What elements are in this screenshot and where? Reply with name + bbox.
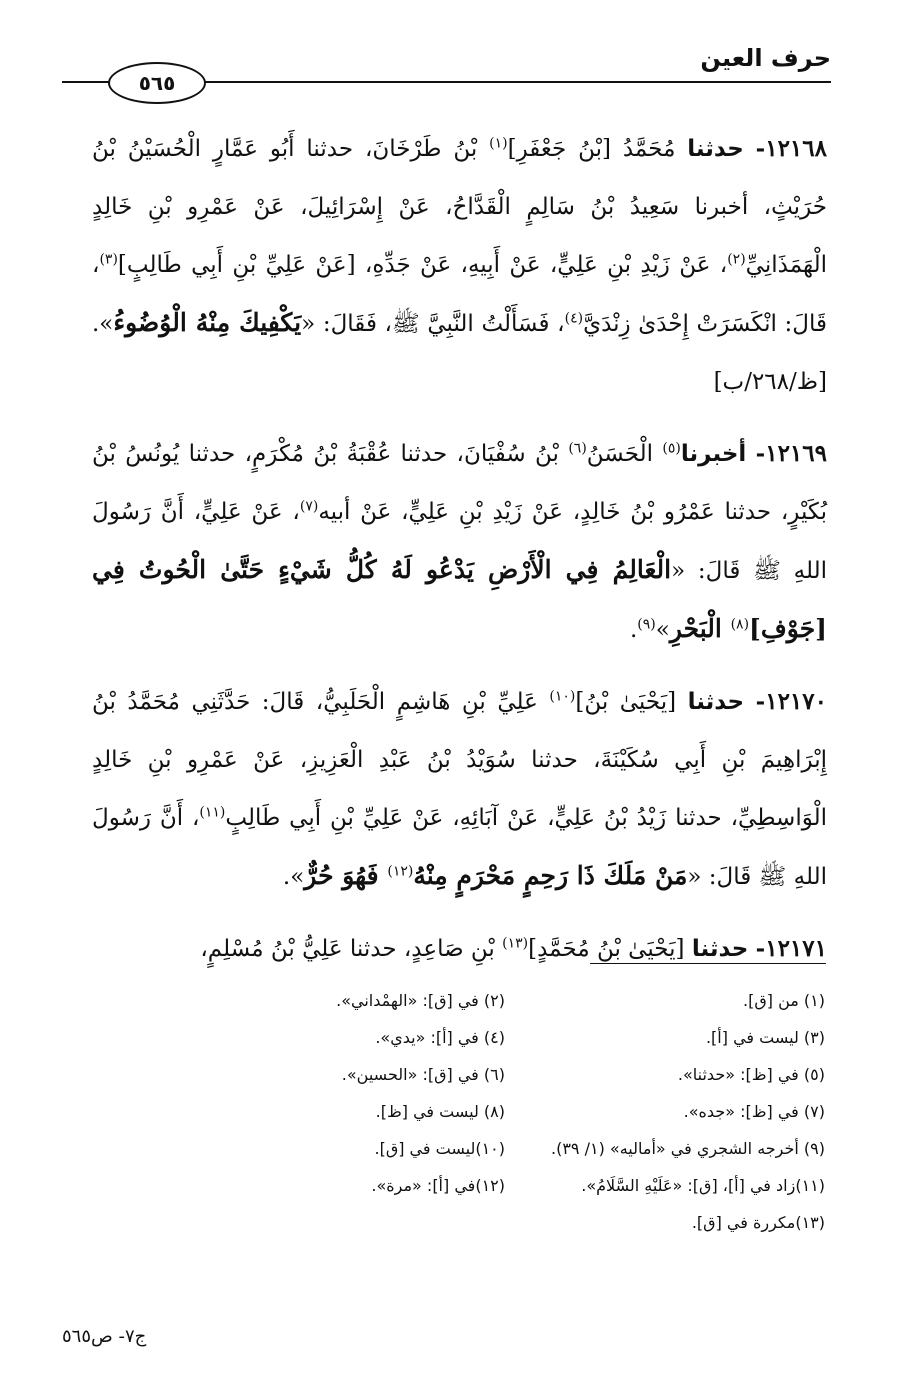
hadith-paragraph xyxy=(92,425,827,659)
narration-keyword: حدثنا xyxy=(687,136,744,162)
isnad-text: ». xyxy=(282,864,305,890)
footnote-row xyxy=(185,1204,825,1241)
isnad-text: بْنُ سُفْيَانَ، حدثنا عُقْبَةُ بْنُ مُكْرَمٍ، حدثنا يُونُسُ بْنُ بُكَيْرٍ، حدثنا عَمْرُو بْنُ خَالِدٍ، عَنْ زَيْدِ بْنِ عَلِيٍّ، عَنْ أبيه xyxy=(92,441,827,525)
isnad-text: ، فَسَأَلْتُ النَّبِيَّ ﷺ، فَقَالَ: « xyxy=(301,311,565,337)
footnote-separator xyxy=(590,963,826,964)
hadith-number: ١٢١٧١- xyxy=(755,935,827,962)
footnote-marker: (٩) xyxy=(637,616,656,633)
footnote-row xyxy=(185,1167,825,1204)
isnad-text: مُحَمَّدُ [بْنُ جَعْفَرِ] xyxy=(507,136,688,162)
narration-keyword: حدثنا xyxy=(687,689,745,715)
isnad-text: الْحَسَنُ xyxy=(586,441,663,467)
hadith-number: ١٢١٧٠- xyxy=(755,688,827,715)
isnad-text: عَلِيِّ بْنِ هَاشِمٍ الْحَلَبِيُّ، قَالَ: حَدَّثَنِي مُحَمَّدُ بْنُ إِبْرَاهِيمَ بْنِ أَبِي سُكَيْنَةَ، حدثنا سُوَيْدُ بْنُ عَبْدِ الْعَزِيزِ، عَنْ عَمْرِو بْنِ خَالِدٍ الْوَاسِطِيِّ، حدثنا زَيْدُ بْنُ عَلِيٍّ، عَنْ آبَائِهِ، عَنْ عَلِيِّ بْنِ أَبِي طَالِبٍ xyxy=(92,689,827,831)
page-number-badge xyxy=(108,62,206,104)
hadith-paragraph xyxy=(92,673,827,906)
prophetic-text: مَنْ مَلَكَ ذَا رَحِمٍ مَحْرَمٍ مِنْهُ xyxy=(413,861,688,890)
footnote-row xyxy=(185,1093,825,1130)
isnad-text: ، عَنْ عَلِيٍّ، أَنَّ رَسُولَ اللهِ ﷺ قَالَ: « xyxy=(92,499,827,584)
footnote-row xyxy=(185,1056,825,1093)
footnote: (٧) في [ظ]: «جده». xyxy=(683,1102,825,1121)
isnad-text: ، عَنْ زَيْدِ بْنِ عَلِيٍّ، عَنْ أَبِيهِ، عَنْ جَدِّهِ، [عَنْ عَلِيِّ بْنِ أَبِي طَالِبٍ] xyxy=(117,252,728,278)
page-reference: ج٧- ص٥٦٥ xyxy=(62,1326,147,1347)
isnad-text: بْنِ صَاعِدٍ، حدثنا عَلِيُّ بْنُ مُسْلِمٍ، xyxy=(200,936,503,962)
footnote-marker: (٦) xyxy=(568,440,587,457)
hadith-paragraph xyxy=(92,920,827,978)
footnote-row xyxy=(185,1130,825,1167)
narration-keyword: حدثنا xyxy=(691,936,749,962)
isnad-text: ، قَالَ: انْكَسَرَتْ إِحْدَىٰ زِنْدَيَّ xyxy=(92,252,827,337)
hadith-number: ١٢١٦٨- xyxy=(755,135,827,162)
footnote: (١٠)ليست في [ق]. xyxy=(374,1139,505,1158)
footnote: (٢) في [ق]: «الهمْداني». xyxy=(336,991,505,1010)
footnote-marker: (١١) xyxy=(199,804,226,821)
footnote: (٥) في [ظ]: «حدثنا». xyxy=(677,1065,825,1084)
prophetic-text: الْبَحْرِ xyxy=(669,614,731,643)
footnote-marker: (٨) xyxy=(730,616,750,633)
prophetic-text: الْعَالِمُ فِي الْأَرْضِ يَدْعُو لَهُ كُلُّ شَيْءٍ حَتَّىٰ الْحُوتُ فِي [جَوْفِ] xyxy=(92,555,827,643)
footnote-marker: (١٠) xyxy=(549,688,576,705)
isnad-text: ، أَنَّ رَسُولَ اللهِ ﷺ قَالَ: « xyxy=(92,805,827,890)
narration-keyword: أخبرنا xyxy=(680,441,747,467)
footnote-marker: (١٣) xyxy=(502,935,529,952)
footnote-row xyxy=(185,1019,825,1056)
footnote-marker: (١٢) xyxy=(387,863,414,880)
footnote-marker: (٥) xyxy=(662,440,681,457)
hadith-text xyxy=(92,120,827,992)
footnote-marker: (٢) xyxy=(727,251,746,268)
footnote: (٦) في [ق]: «الحسين». xyxy=(341,1065,505,1084)
footnote: (١) من [ق]. xyxy=(743,991,825,1010)
isnad-text: [يَحْيَىٰ بْنُ] xyxy=(575,689,688,715)
isnad-text: [يَحْيَىٰ بْنُ مُحَمَّدٍ] xyxy=(528,936,692,962)
isnad-text: » xyxy=(655,617,670,643)
footnote: (٤) في [أ]: «يدي». xyxy=(375,1028,505,1047)
isnad-text: ». [ظ/٢٦٨/ب] xyxy=(92,311,827,395)
footnote-marker: (٣) xyxy=(99,251,118,268)
footnote-marker: (٤) xyxy=(564,310,584,327)
prophetic-text: يَكْفِيكَ مِنْهُ الْوُضُوءُ xyxy=(113,308,302,337)
footnote-marker: (١) xyxy=(489,135,508,152)
page-number: ٥٦٥ xyxy=(138,71,176,95)
hadith-paragraph xyxy=(92,120,827,411)
footnote: (١١)زاد في [أ]، [ق]: «عَلَيْهِ السَّلَامُ». xyxy=(581,1176,825,1195)
isnad-text: . xyxy=(629,617,638,643)
chapter-title: حرف العين xyxy=(700,44,831,72)
prophetic-text: فَهُوَ حُرٌّ xyxy=(304,861,388,890)
footnote: (٩) أخرجه الشجري في «أماليه» (١/ ٣٩). xyxy=(551,1139,825,1158)
hadith-number: ١٢١٦٩- xyxy=(755,440,827,467)
footnote: (٨) ليست في [ظ]. xyxy=(375,1102,505,1121)
footnotes xyxy=(185,982,825,1241)
footnote-marker: (٧) xyxy=(299,498,319,515)
footnote: (٣) ليست في [أ]. xyxy=(705,1028,825,1047)
footnote: (١٣)مكررة في [ق]. xyxy=(691,1213,825,1232)
footnote-row xyxy=(185,982,825,1019)
footnote: (١٢)في [أ]: «مرة». xyxy=(371,1176,505,1195)
isnad-text: بْنُ طَرْخَانَ، حدثنا أَبُو عَمَّارٍ الْحُسَيْنُ بْنُ حُرَيْثٍ، أخبرنا سَعِيدُ بْنُ سَالِمٍ الْقَدَّاحُ، عَنْ إِسْرَائِيلَ، عَنْ عَمْرِو بْنِ خَالِدٍ الْهَمَذَانِيِّ xyxy=(92,136,827,278)
